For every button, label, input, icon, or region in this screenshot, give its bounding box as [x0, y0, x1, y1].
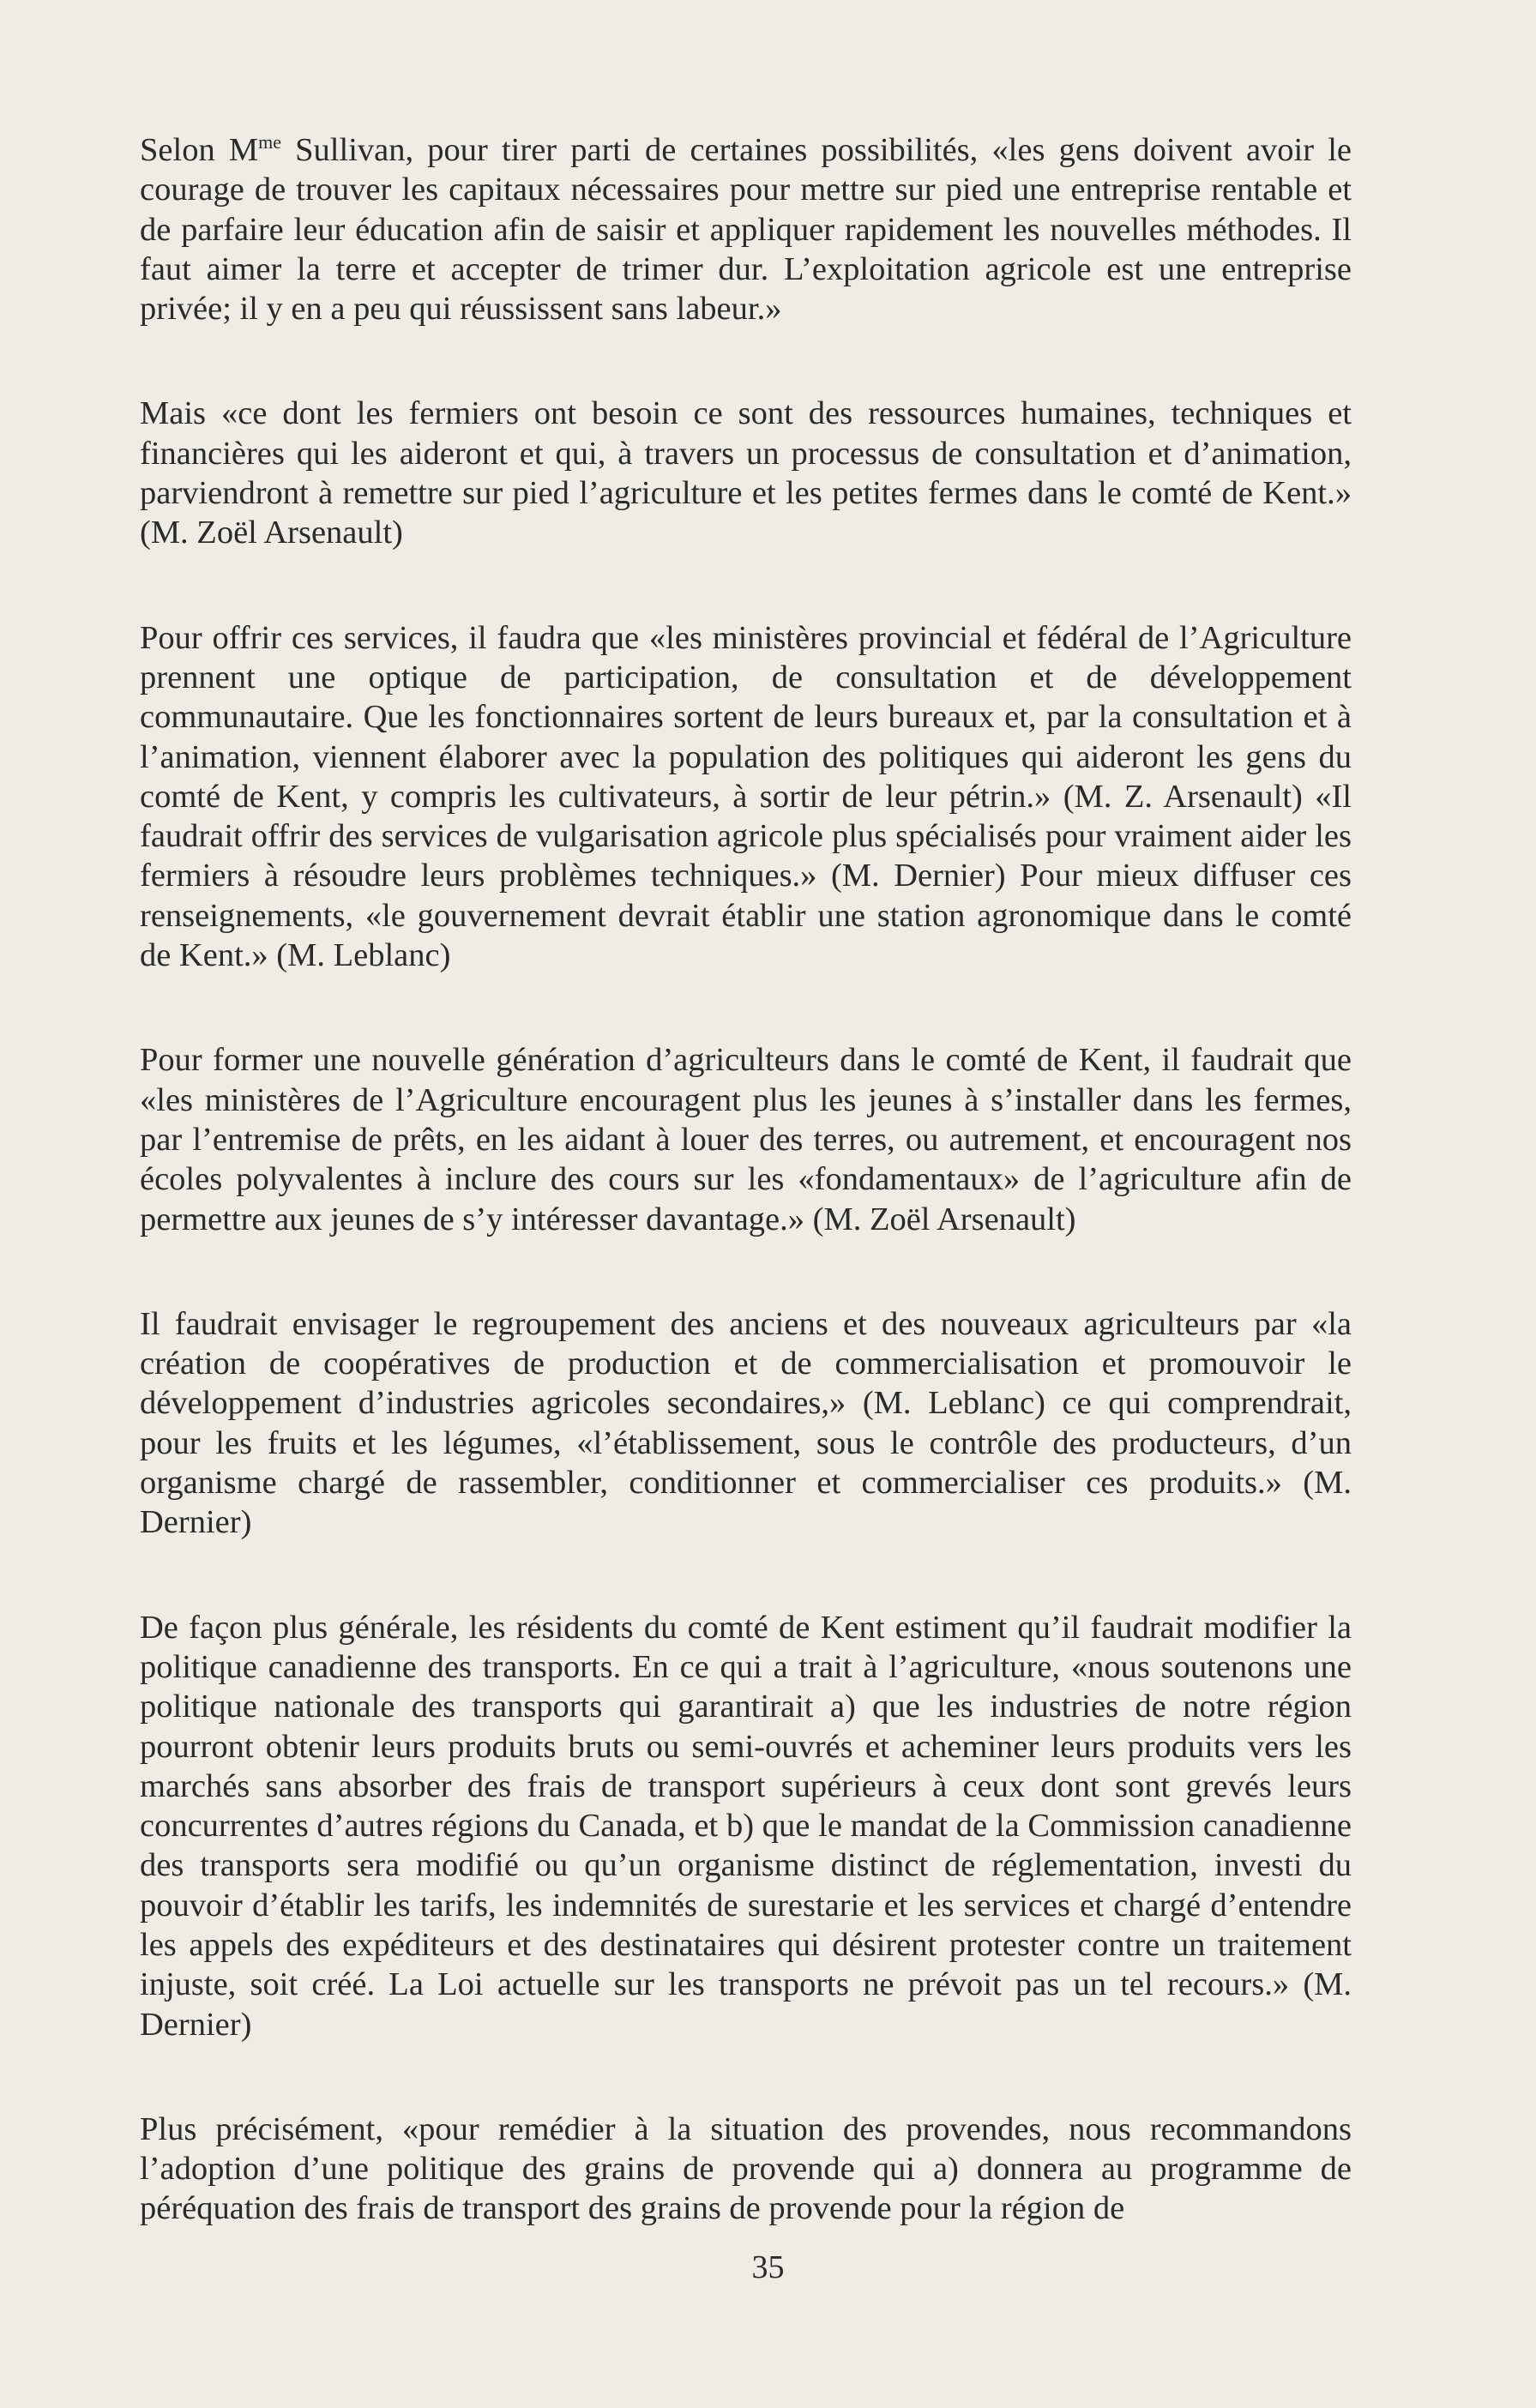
paragraph-3: Pour offrir ces services, il faudra que «les ministères provincial et fédéral de l’Agriculture prennent une optique de participation, de consultation et de développement communautaire. Que les fonctionnaires sortent de leurs bureaux et, par la consultation et à l’animation, viennent élaborer avec la population des politiques qui aideront les gens du comté de Kent, y compris les cultivateurs, à sortir de leur pétrin.» (M. Z. Arsenault) «Il faudrait offrir des services de vulgarisation agricole plus spécialisés pour vraiment aider les fermiers à résoudre leurs problèmes techniques.» (M. Dernier) Pour mieux diffuser ces renseignements, «le gouvernement devrait établir une station agronomique dans le comté de Kent.» (M. Leblanc): [140, 619, 1352, 974]
paragraph-1-text: Sullivan, pour tirer parti de certaines possibilités, «les gens doivent avoir le courage de trouver les capitaux nécessaires pour mettre sur pied une entreprise rentable et de parfaire leur éducation afin de saisir et appliquer rapidement les nouvelles méthodes. Il faut aimer la terre et accepter de trimer dur. L’exploitation agricole est une entreprise privée; il y en a peu qui réussissent sans labeur.»: [140, 132, 1352, 328]
paragraph-6: De façon plus générale, les résidents du comté de Kent estiment qu’il faudrait modifier la politique canadienne des transports. En ce qui a trait à l’agriculture, «nous soutenons une politique nationale des transports qui garantirait a) que les industries de notre région pourront obtenir leurs produits bruts ou semi-ouvrés et acheminer leurs produits vers les marchés sans absorber des frais de transport supérieurs à ceux dont sont grevés leurs concurrentes d’autres régions du Canada, et b) que le mandat de la Commission canadienne des transports sera modifié ou qu’un organisme distinct de réglementation, investi du pouvoir d’établir les tarifs, les indemnités de surestarie et les services et chargé d’entendre les appels des expéditeurs et des destinataires qui désirent protester contre un traitement injuste, soit créé. La Loi actuelle sur les transports ne prévoit pas un tel recours.» (M. Dernier): [140, 1609, 1352, 2043]
paragraph-4: Pour former une nouvelle génération d’agriculteurs dans le comté de Kent, il faudrait que «les ministères de l’Agriculture encouragent plus les jeunes à s’installer dans les fermes, par l’entremise de prêts, en les aidant à louer des terres, ou autrement, et encouragent nos écoles polyvalentes à inclure des cours sur les «fondamentaux» de l’agriculture afin de permettre aux jeunes de s’y intéresser davantage.» (M. Zoël Arsenault): [140, 1042, 1352, 1237]
paragraph-5: Il faudrait envisager le regroupement des anciens et des nouveaux agriculteurs par «la création de coopératives de production et de commercialisation et promouvoir le développement d’industries agricoles secondaires,» (M. Leblanc) ce qui comprendrait, pour les fruits et les légumes, «l’établissement, sous le contrôle des producteurs, d’un organisme chargé de rassembler, conditionner et commercialiser ces produits.» (M. Dernier): [140, 1305, 1352, 1541]
paragraph-1-superscript: me: [258, 131, 281, 153]
paragraph-1: [140, 130, 1352, 328]
page-number: 35: [751, 2249, 785, 2285]
paragraph-7: Plus précisément, «pour remédier à la situation des provendes, nous recommandons l’adoption d’une politique des grains de provende qui a) donnera au programme de péréquation des frais de transport des grains de provende pour la région de: [140, 2110, 1352, 2227]
paragraph-2: Mais «ce dont les fermiers ont besoin ce sont des ressources humaines, techniques et financières qui les aideront et qui, à travers un processus de consultation et d’animation, parviendront à remettre sur pied l’agriculture et les petites fermes dans le comté de Kent.» (M. Zoël Arsenault): [140, 395, 1352, 551]
paragraph-1-prefix: Selon M: [140, 132, 259, 168]
